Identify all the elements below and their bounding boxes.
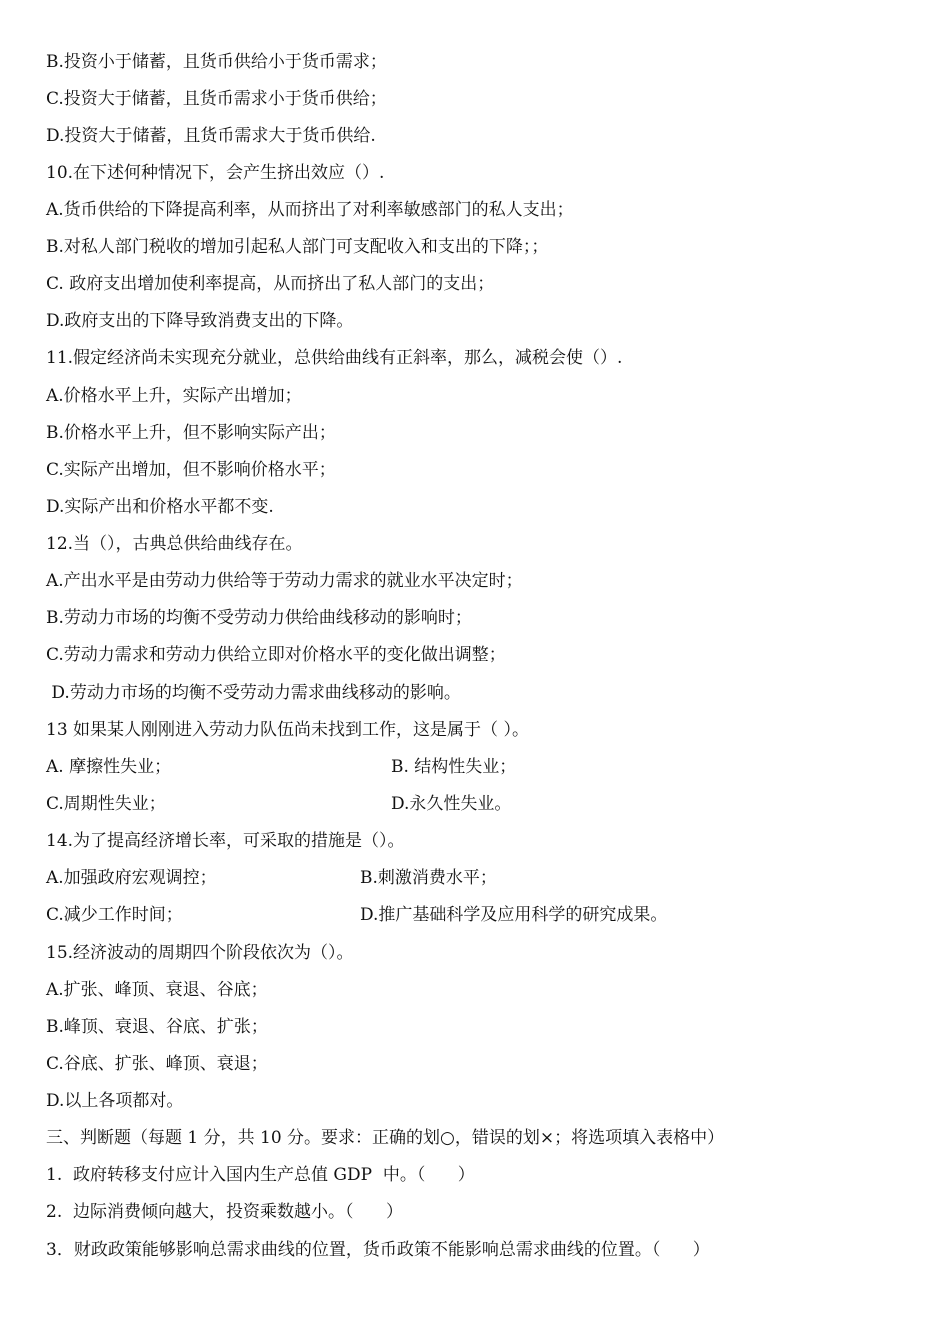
option-d-q13: D.永久性失业。	[391, 794, 512, 814]
question-11: 11.假定经济尚未实现充分就业，总供给曲线有正斜率，那么，减税会使（）.	[46, 348, 623, 368]
section-heading-judgment: 三、判断题（每题 1 分，共 10 分。要求：正确的划○，错误的划×；将选项填入表格中）	[46, 1128, 725, 1148]
judgment-item-1: 1. 政府转移支付应计入国内生产总值 GDP 中。（ ）	[46, 1165, 475, 1185]
option-d-q9: D.投资大于储蓄，且货币需求大于货币供给.	[46, 126, 376, 146]
option-b-q14: B.刺激消费水平；	[360, 868, 497, 888]
option-d-q15: D.以上各项都对。	[46, 1091, 184, 1111]
option-c-q11: C.实际产出增加，但不影响价格水平；	[46, 460, 336, 480]
option-b-q13: B. 结构性失业；	[391, 757, 517, 777]
options-row-ab-q14	[46, 866, 926, 890]
question-10: 10.在下述何种情况下，会产生挤出效应（）.	[46, 163, 385, 183]
option-b-q11: B.价格水平上升，但不影响实际产出；	[46, 423, 336, 443]
options-row-cd-q13	[46, 792, 926, 816]
option-c-q9: C.投资大于储蓄，且货币需求小于货币供给；	[46, 89, 387, 109]
question-14: 14.为了提高经济增长率，可采取的措施是（）。	[46, 831, 405, 851]
option-a-q15: A.扩张、峰顶、衰退、谷底；	[46, 980, 268, 1000]
option-a-q11: A.价格水平上升，实际产出增加；	[46, 386, 302, 406]
option-d-q12: D.劳动力市场的均衡不受劳动力需求曲线移动的影响。	[46, 683, 461, 703]
judgment-item-2: 2. 边际消费倾向越大，投资乘数越小。（ ）	[46, 1202, 403, 1222]
option-a-q10: A.货币供给的下降提高利率，从而挤出了对利率敏感部门的私人支出；	[46, 200, 574, 220]
judgment-item-3: 3．财政政策能够影响总需求曲线的位置，货币政策不能影响总需求曲线的位置。（ ）	[46, 1240, 710, 1260]
options-row-cd-q14	[46, 903, 926, 927]
question-12: 12.当（），古典总供给曲线存在。	[46, 534, 303, 554]
option-c-q14: C.减少工作时间；	[46, 905, 183, 925]
option-d-q11: D.实际产出和价格水平都不变.	[46, 497, 274, 517]
option-c-q10: C. 政府支出增加使利率提高，从而挤出了私人部门的支出；	[46, 274, 495, 294]
option-c-q12: C.劳动力需求和劳动力供给立即对价格水平的变化做出调整；	[46, 645, 506, 665]
option-a-q14: A.加强政府宏观调控；	[46, 868, 217, 888]
option-a-q12: A.产出水平是由劳动力供给等于劳动力需求的就业水平决定时；	[46, 571, 523, 591]
option-b-q12: B.劳动力市场的均衡不受劳动力供给曲线移动的影响时；	[46, 608, 472, 628]
option-b-q15: B.峰顶、衰退、谷底、扩张；	[46, 1017, 268, 1037]
option-b-q9: B.投资小于储蓄，且货币供给小于货币需求；	[46, 52, 387, 72]
option-d-q10: D.政府支出的下降导致消费支出的下降。	[46, 311, 354, 331]
option-c-q15: C.谷底、扩张、峰顶、衰退；	[46, 1054, 268, 1074]
option-c-q13: C.周期性失业；	[46, 794, 166, 814]
option-b-q10: B.对私人部门税收的增加引起私人部门可支配收入和支出的下降；；	[46, 237, 549, 257]
option-a-q13: A. 摩擦性失业；	[46, 757, 172, 777]
question-15: 15.经济波动的周期四个阶段依次为（）。	[46, 943, 354, 963]
question-13: 13 如果某人刚刚进入劳动力队伍尚未找到工作，这是属于（ ）。	[46, 720, 529, 740]
options-row-ab-q13	[46, 755, 926, 779]
option-d-q14: D.推广基础科学及应用科学的研究成果。	[360, 905, 668, 925]
